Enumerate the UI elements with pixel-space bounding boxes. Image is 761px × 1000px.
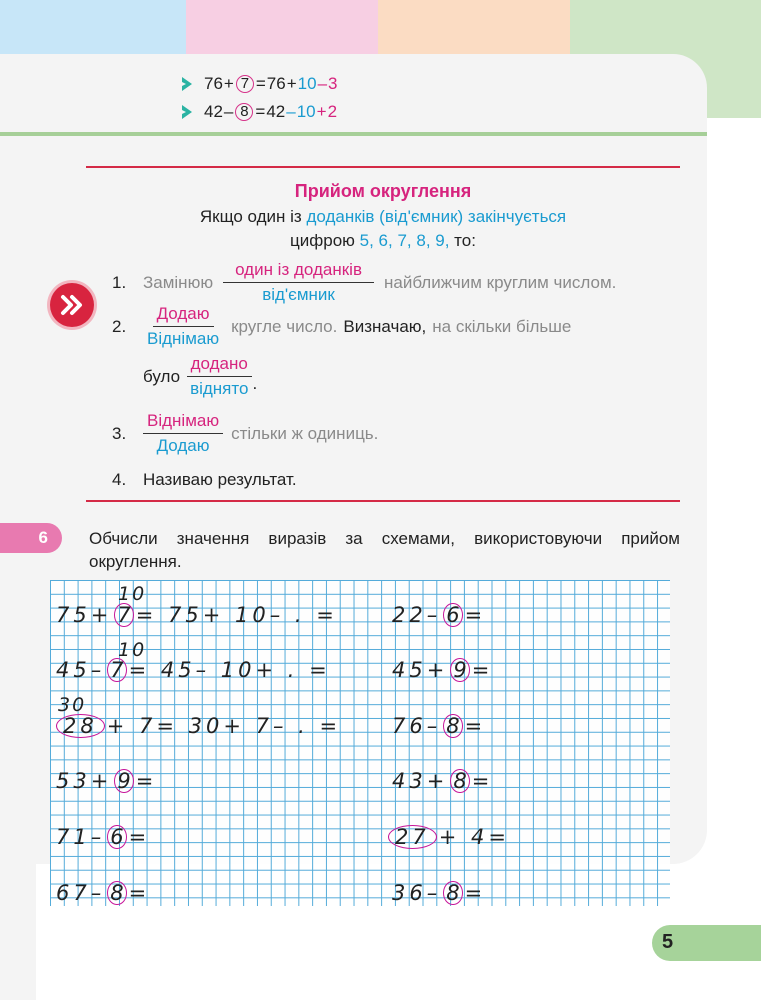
fraction-bottom: віднято [190,379,249,398]
step-fraction [143,304,223,349]
circled-digit: 7 [107,658,126,682]
handwritten-expression [392,603,486,627]
example-term: 76 [204,74,223,93]
expr-part: 45– [56,658,106,682]
step-number: 3. [112,423,127,443]
circled-digit: 8 [443,881,462,905]
intro-digits: 5, 6, 7, 8, 9, [359,231,450,250]
step-text: найближчим круглим числом. [384,272,617,292]
fraction-bottom: Додаю [156,436,210,455]
expr-part: 36– [392,881,442,905]
example-adjust: 2 [327,102,338,121]
step-number: 4. [112,470,127,489]
fraction-top: Віднімаю [143,411,223,434]
expr-part: + 7= 30+ 7– . = [106,714,342,738]
step-text: Називаю результат. [143,470,297,489]
circled-digit: 8 [107,881,126,905]
rule-step-3 [112,411,378,456]
rule-step-1 [112,260,616,305]
exercise-number: 6 [0,523,62,553]
step-number: 1. [112,272,127,292]
example-round: 10 [296,102,316,121]
example-term: 42 [204,102,223,121]
example-op: – [223,102,234,121]
circled-digit: 8 [450,769,469,793]
example-op: + [316,102,327,121]
handwritten-expression [392,714,486,738]
intro-highlight: закінчується [463,207,567,226]
expr-part: = [464,603,487,627]
step-text: Визначаю, [343,316,427,336]
example-term: 76 [266,74,286,93]
example-adjust: 3 [328,74,338,93]
example-eq: = [255,102,266,121]
step-text: Замінюю [143,272,214,292]
expr-part: 76– [392,714,442,738]
step-fraction [223,260,374,305]
circled-digit: 9 [114,769,133,793]
page-number: 5 [662,931,674,953]
fraction-top: Додаю [153,304,214,327]
example-row-1 [180,74,338,94]
handwritten-note: 10 [118,639,147,661]
notebook-grid [50,580,670,906]
handwritten-expression [392,769,493,793]
expr-part: = [471,769,494,793]
rule-step-2 [112,304,571,349]
rule-intro-line-2 [86,231,680,251]
top-band-peach [378,0,570,56]
example-term: 42 [266,102,286,121]
example-op: – [317,74,328,93]
expr-part: + 4= [438,825,510,849]
expr-part: 45+ [392,658,449,682]
circled-digit: 7 [236,75,254,93]
step-text: стільки ж одиниць. [231,423,379,443]
handwritten-expression [56,769,157,793]
fraction-bottom: від'ємник [262,285,335,304]
example-op: + [223,74,234,93]
handwritten-note: 30 [58,694,87,716]
rule-step-4 [112,470,297,490]
handwritten-expression [386,825,510,849]
rule-title: Прийом округлення [294,181,472,201]
left-margin-strip [0,864,36,1000]
example-row-2 [180,102,337,122]
expr-part: = 75+ 10– . = [135,603,338,627]
intro-text: Якщо один із [199,207,307,226]
handwritten-expression [56,881,150,905]
expr-part: 53+ [56,769,113,793]
handwritten-expression [56,658,331,682]
rule-top-line [86,166,680,168]
handwritten-expression [56,603,338,627]
circled-digit: 8 [235,103,253,121]
intro-text: цифрою [290,231,360,250]
expr-part: = [464,881,487,905]
step-text: . [252,373,258,393]
expr-part: = [128,881,151,905]
intro-text: то: [449,231,476,250]
circled-digit: 7 [114,603,133,627]
handwritten-expression [54,714,341,738]
circled-digit: 8 [443,714,462,738]
top-band-blue [0,0,186,56]
handwritten-note: 10 [118,583,147,605]
expr-part: = 45– 10+ . = [128,658,331,682]
rule-bottom-line [86,500,680,502]
circled-number: 27 [388,825,437,849]
fraction-top: додано [187,354,252,377]
expr-part: 22– [392,603,442,627]
step-text: кругле число. [231,316,338,336]
example-round: 10 [297,74,317,93]
expr-part: 75+ [56,603,113,627]
example-op: + [286,74,297,93]
expr-part: 67– [56,881,106,905]
fraction-bottom: Віднімаю [147,329,220,348]
handwritten-expression [392,658,493,682]
expr-part: = [471,658,494,682]
handwritten-expression [56,825,150,849]
handwritten-expression [392,881,486,905]
example-op: – [286,102,296,121]
top-band-pink [186,0,378,56]
circled-digit: 9 [450,658,469,682]
step-fraction [143,411,223,456]
rule-step-2-cont [143,354,257,399]
expr-part: = [128,825,151,849]
step-number: 2. [112,316,127,336]
chevron-right-icon [180,104,194,120]
expr-part: 43+ [392,769,449,793]
fraction-top: один із доданків [223,260,374,283]
circled-number: 28 [56,714,105,738]
circled-digit: 6 [443,603,462,627]
step-text: було [143,366,181,386]
step-text: на скільки більше [432,316,572,336]
example-eq: = [255,74,266,93]
fast-forward-icon [50,283,94,327]
expr-part: = [135,769,158,793]
section-divider [0,132,707,136]
step-fraction [186,354,252,399]
intro-highlight: доданків (від'ємник) [306,207,464,226]
chevron-right-icon [180,76,194,92]
expr-part: = [464,714,487,738]
expr-part: 71– [56,825,106,849]
exercise-text: Обчисли значення виразів за схемами, використовуючи прийом округлення. [89,529,680,571]
rule-intro-line-1 [86,207,680,227]
circled-digit: 6 [107,825,126,849]
